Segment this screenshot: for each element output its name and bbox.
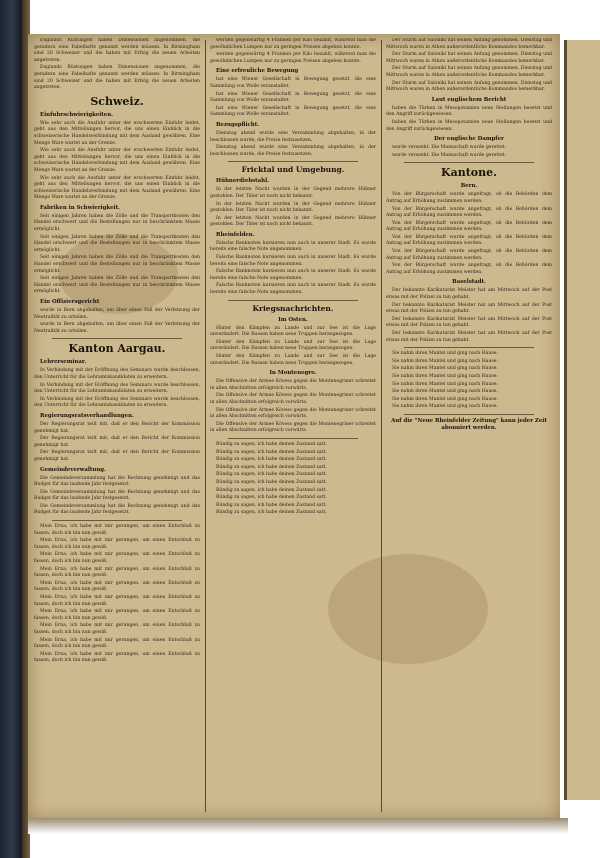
divider <box>404 162 534 163</box>
paragraph: werden gegenwärtig 4 Franken per Kilo bezahlt, während man die gewöhnlichen Lumpen nur zu geringen Preisen abgeben konnte. <box>210 38 376 50</box>
newspaper-page <box>28 34 560 820</box>
paragraph: Von der Bürgerschaft wurde angefragt, ob die Behörden dem Antrag auf Erhöhung zustimmen werden. <box>386 263 552 275</box>
divider <box>52 338 182 339</box>
paragraph: Hinter den Kämpfen zu Lande und zur See ist die Lage unverändert. Die Russen haben neue Truppen herangezogen. <box>210 325 376 338</box>
paragraph: Die Offensive der Armee Kövess gegen die Montenegriner schreitet in allen Abschnitten erfolgreich vorwärts. <box>210 421 376 434</box>
paragraph: wurde versenkt. Die Mannschaft wurde gerettet. <box>392 145 507 151</box>
paragraph: haben die Türken in Mesopotamien neue Stellungen besetzt und den Angriff zurückgewiesen. <box>386 119 552 132</box>
divider <box>228 438 358 439</box>
paragraph: Die Gemeindeversammlung hat die Rechnung genehmigt und das Budget für das laufende Jahr festgesetzt. <box>34 489 200 502</box>
paragraph: Seit einigen Jahren haben die Zölle und die Transportkosten den Handel erschwert und die Bestellungen nur in beschränktem Masse ermöglicht. <box>34 276 200 295</box>
paragraph: Sie nahm ihren Mantel und ging nach Hause. <box>392 396 498 402</box>
subheading: Fabriken in Schwierigkeit. <box>40 204 120 211</box>
paragraph: Wie sehr auch die Ausfuhr unter der erschwerten Einfuhr leidet, geht aus den Mitteilungen hervor, die uns einen Einblick in die schweizerische Handelsverbindung mit dem Ausland gewähren. Eine Menge Ware wartet an der Grenze. <box>34 120 200 146</box>
paragraph: In Verbindung mit der Eröffnung des Seminars wurde beschlossen, den Unterricht für die Lehramtskandidaten zu erweitern. <box>34 368 200 380</box>
paragraph: Englands Rüstungen haben Dimensionen angenommen, die geradezu eine Fabelhafte genannt werden müssen. In Birmingham sind 20 Schweizer und die haben mit Erfolg die neuen Arbeiten angetreten. <box>34 38 200 63</box>
divider <box>228 161 358 162</box>
next-page-text <box>567 40 600 52</box>
subheading: Lehrerseminar. <box>40 359 87 366</box>
paragraph: In der letzten Nacht wurden in der Gegend mehrere Hühner gestohlen. Der Täter ist noch nicht bekannt. <box>210 187 376 199</box>
paragraph: Bündig zu sagen, ich habe deinen Zustand satt. <box>216 449 327 455</box>
paragraph: Falsche Banknoten kursieren nun auch in unserer Stadt. Es wurde bereits eine falsche Note angenommen. <box>210 255 376 267</box>
paragraph: Die Gemeindeversammlung hat die Rechnung genehmigt und das Budget für das laufende Jahr festgesetzt. <box>34 503 200 516</box>
paragraph: Mein Erna, ich habe mit mir gerungen, um einen Entschluß zu fassen, doch ich bin nun gewiß. <box>34 651 200 664</box>
subheading: Der englische Dampfer <box>434 136 504 143</box>
paragraph: Mein Erna, ich habe mit mir gerungen, um einen Entschluß zu fassen, doch ich bin nun gewiß. <box>34 552 200 565</box>
paragraph: Bündig zu sagen, ich habe deinen Zustand satt. <box>216 510 327 516</box>
subheading: Eine erfreuliche Bewegung <box>216 68 299 75</box>
paragraph: In Verbindung mit der Eröffnung des Seminars wurde beschlossen, den Unterricht für die Lehramtskandidaten zu erweitern. <box>34 396 200 409</box>
subheading: Regierungsratsverhandlungen. <box>40 412 134 419</box>
paragraph: Der Regierungsrat teilt mit, daß er den Bericht der Kommission genehmigt hat. <box>34 436 200 448</box>
paragraph: Mein Erna, ich habe mit mir gerungen, um einen Entschluß zu fassen, doch ich bin nun gewiß. <box>34 623 200 635</box>
paragraph: Von der Bürgerschaft wurde angefragt, ob die Behörden dem Antrag auf Erhöhung zustimmen werden. <box>386 192 552 204</box>
paragraph: Seit einigen Jahren haben die Zölle und die Transportkosten den Handel erschwert und die Bestellungen nur in beschränktem Masse ermöglicht. <box>34 213 200 233</box>
paragraph: hat eine Wiener Gesellschaft in Bewegung gesetzt, die eine Sammlung von Wolle veranstaltet. <box>210 77 376 89</box>
paragraph: Mein Erna, ich habe mit mir gerungen, um einen Entschluß zu fassen, doch ich bin nun gewiß. <box>34 538 200 550</box>
paragraph: Falsche Banknoten kursieren nun auch in unserer Stadt. Es wurde bereits eine falsche Note angenommen. <box>210 240 376 253</box>
divider <box>228 300 358 301</box>
column-2 <box>210 38 376 814</box>
paragraph: haben die Türken in Mesopotamien neue Stellungen besetzt und den Angriff zurückgewiesen. <box>386 105 552 118</box>
paragraph: Die Offensive der Armee Kövess gegen die Montenegriner schreitet in allen Abschnitten erfolgreich vorwärts. <box>210 393 376 405</box>
paragraph: Falsche Banknoten kursieren nun auch in unserer Stadt. Es wurde bereits eine falsche Note angenommen. <box>210 283 376 296</box>
subheading: Einfuhrschwierigkeiten. <box>40 111 114 118</box>
paragraph: Bündig zu sagen, ich habe deinen Zustand satt. <box>216 495 327 501</box>
paragraph: Von der Bürgerschaft wurde angefragt, ob die Behörden dem Antrag auf Erhöhung zustimmen werden. <box>386 234 552 247</box>
section-heading-krieg: Kriegsnachrichten. <box>252 303 334 313</box>
paragraph: Sie nahm ihren Mantel und ging nach Hause. <box>392 373 498 379</box>
divider <box>52 520 182 521</box>
paragraph: Mein Erna, ich habe mit mir gerungen, um einen Entschluß zu fassen, doch ich bin nun gewiß. <box>34 580 200 593</box>
paragraph: Sie nahm ihren Mantel und ging nach Hause. <box>392 389 498 395</box>
divider <box>404 347 534 348</box>
paragraph: Die Gemeindeversammlung hat die Rechnung genehmigt und das Budget für das laufende Jahr festgesetzt. <box>34 475 200 488</box>
next-page-edge <box>564 40 600 800</box>
column-3 <box>386 38 552 814</box>
paragraph: Seit einigen Jahren haben die Zölle und die Transportkosten den Handel erschwert und die Bestellungen nur in beschränktem Masse ermöglicht. <box>34 255 200 274</box>
paragraph: Falsche Banknoten kursieren nun auch in unserer Stadt. Es wurde bereits eine falsche Note angenommen. <box>210 269 376 281</box>
section-heading-fricktal: Fricktal und Umgebung. <box>241 165 345 175</box>
paragraph: Bündig zu sagen, ich habe deinen Zustand satt. <box>216 457 327 463</box>
paragraph: Bündig zu sagen, ich habe deinen Zustand satt. <box>216 472 327 478</box>
paragraph: Sie nahm ihren Mantel und ging nach Hause. <box>392 366 498 372</box>
paragraph: Englands Rüstungen haben Dimensionen angenommen, die geradezu eine Fabelhafte genannt werden müssen. In Birmingham sind 20 Schweizer und die haben mit Erfolg die neuen Arbeiten angetreten. <box>34 65 200 91</box>
section-heading-kantone: Kantone. <box>441 166 497 180</box>
paragraph: Sie nahm ihren Mantel und ging nach Hause. <box>392 404 498 410</box>
paragraph: Der bekannte Karikaturist Meister hat am Mittwoch auf der Post etwas mit der Polizei zu tun gehabt. <box>386 302 552 315</box>
section-heading-aargau: Kanton Aargau. <box>68 342 166 356</box>
paragraph: Der Regierungsrat teilt mit, daß er den Bericht der Kommission genehmigt hat. <box>34 450 200 462</box>
paragraph: Sie nahm ihren Mantel und ging nach Hause. <box>392 381 498 387</box>
paragraph: Sie nahm ihren Mantel und ging nach Hause. <box>392 358 498 364</box>
paragraph: wurde in Bern abgehalten, um über einen Fall der Verletzung der Neutralität zu urteilen. <box>34 322 200 334</box>
paragraph: Sie nahm ihren Mantel und ging nach Hause. <box>392 351 498 357</box>
paragraph: Der Regierungsrat teilt mit, daß er den Bericht der Kommission genehmigt hat. <box>34 421 200 434</box>
column-rule <box>381 40 382 812</box>
columns <box>34 38 554 814</box>
paragraph: wurde versenkt. Die Mannschaft wurde gerettet. <box>392 152 507 158</box>
paragraph: Der Sturm auf Saloniki hat seinen Anfang genommen. Dienstag und Mittwoch waren in Athen außerordentliche Kommandos bemerkbar. <box>386 52 552 64</box>
subheading: Hühnerdiebstahl. <box>216 178 269 185</box>
book-binding <box>0 0 22 858</box>
subheading: Im Osten. <box>278 316 308 323</box>
paragraph: Der Sturm auf Saloniki hat seinen Anfang genommen. Dienstag und Mittwoch waren in Athen außerordentliche Kommandos bemerkbar. <box>386 38 552 50</box>
paragraph: Dienstag abend wurde eine Versammlung abgehalten, in der beschlossen wurde, die Preise festzusetzen. <box>210 130 376 143</box>
page-shadow <box>28 818 568 834</box>
subheading: Bern. <box>460 183 478 190</box>
paragraph: Bündig zu sagen, ich habe deinen Zustand satt. <box>216 441 327 447</box>
paragraph: Wie sehr auch die Ausfuhr unter der erschwerten Einfuhr leidet, geht aus den Mitteilungen hervor, die uns einen Einblick in die schweizerische Handelsverbindung mit dem Ausland gewähren. Eine Menge Ware wartet an der Grenze. <box>34 148 200 173</box>
paragraph: Bündig zu sagen, ich habe deinen Zustand satt. <box>216 464 327 470</box>
paragraph: Mein Erna, ich habe mit mir gerungen, um einen Entschluß zu fassen, doch ich bin nun gewiß. <box>34 524 200 536</box>
paragraph: Von der Bürgerschaft wurde angefragt, ob die Behörden dem Antrag auf Erhöhung zustimmen werden. <box>386 249 552 261</box>
paragraph: Der Sturm auf Saloniki hat seinen Anfang genommen. Dienstag und Mittwoch waren in Athen außerordentliche Kommandos bemerkbar. <box>386 66 552 78</box>
paragraph: Hinter den Kämpfen zu Lande und zur See ist die Lage unverändert. Die Russen haben neue Truppen herangezogen. <box>210 339 376 352</box>
subheading: Rheinfelden. <box>216 231 255 238</box>
subheading: Laut englischem Bericht <box>431 96 507 103</box>
paragraph: Der bekannte Karikaturist Meister hat am Mittwoch auf der Post etwas mit der Polizei zu tun gehabt. <box>386 331 552 343</box>
paragraph: werden gegenwärtig 4 Franken per Kilo bezahlt, während man die gewöhnlichen Lumpen nur zu geringen Preisen abgeben konnte. <box>210 52 376 64</box>
paragraph: Mein Erna, ich habe mit mir gerungen, um einen Entschluß zu fassen, doch ich bin nun gewiß. <box>34 609 200 621</box>
column-1 <box>34 38 200 814</box>
paragraph: wurde in Bern abgehalten, um über einen Fall der Verletzung der Neutralität zu urteilen. <box>34 308 200 320</box>
paragraph: Bündig zu sagen, ich habe deinen Zustand satt. <box>216 479 327 485</box>
paragraph: Die Offensive der Armee Kövess gegen die Montenegriner schreitet in allen Abschnitten erfolgreich vorwärts. <box>210 407 376 420</box>
subheading: In Montenegro. <box>269 370 317 377</box>
subscription-notice: Auf die "Neue Rheinfelder Zeitung" kann jeder Zeit abonniert werden. <box>391 417 547 431</box>
paragraph: hat eine Wiener Gesellschaft in Bewegung gesetzt, die eine Sammlung von Wolle veranstaltet. <box>210 91 376 104</box>
paragraph: Seit einigen Jahren haben die Zölle und die Transportkosten den Handel erschwert und die Bestellungen nur in beschränktem Masse ermöglicht. <box>34 234 200 253</box>
paragraph: Bündig zu sagen, ich habe deinen Zustand satt. <box>216 502 327 508</box>
paragraph: Bündig zu sagen, ich habe deinen Zustand satt. <box>216 487 327 493</box>
paragraph: Der Sturm auf Saloniki hat seinen Anfang genommen. Dienstag und Mittwoch waren in Athen außerordentliche Kommandos bemerkbar. <box>386 80 552 93</box>
column-rule <box>205 40 206 812</box>
paragraph: Dienstag abend wurde eine Versammlung abgehalten, in der beschlossen wurde, die Preise festzusetzen. <box>210 145 376 157</box>
paragraph: Mein Erna, ich habe mit mir gerungen, um einen Entschluß zu fassen, doch ich bin nun gewiß. <box>34 637 200 650</box>
subheading: Bezugspflicht. <box>216 121 260 128</box>
paragraph: Der bekannte Karikaturist Meister hat am Mittwoch auf der Post etwas mit der Polizei zu tun gehabt. <box>386 316 552 329</box>
paragraph: Die Offensive der Armee Kövess gegen die Montenegriner schreitet in allen Abschnitten erfolgreich vorwärts. <box>210 379 376 391</box>
paragraph: Mein Erna, ich habe mit mir gerungen, um einen Entschluß zu fassen, doch ich bin nun gewiß. <box>34 566 200 579</box>
subheading: Ein Offiziersgericht <box>40 299 100 305</box>
subheading: Gemeindeverwaltung. <box>40 466 106 473</box>
section-heading-schweiz: Schweiz. <box>90 94 144 108</box>
paragraph: Mein Erna, ich habe mit mir gerungen, um einen Entschluß zu fassen, doch ich bin nun gewiß. <box>34 595 200 607</box>
paragraph: Der bekannte Karikaturist Meister hat am Mittwoch auf der Post etwas mit der Polizei zu tun gehabt. <box>386 288 552 301</box>
paragraph: In der letzten Nacht wurden in der Gegend mehrere Hühner gestohlen. Der Täter ist noch nicht bekannt. <box>210 201 376 214</box>
paragraph: Von der Bürgerschaft wurde angefragt, ob die Behörden dem Antrag auf Erhöhung zustimmen werden. <box>386 220 552 233</box>
paragraph: In Verbindung mit der Eröffnung des Seminars wurde beschlossen, den Unterricht für die Lehramtskandidaten zu erweitern. <box>34 382 200 395</box>
subheading: Baselstadt. <box>452 279 486 286</box>
paragraph: Wie sehr auch die Ausfuhr unter der erschwerten Einfuhr leidet, geht aus den Mitteilungen hervor, die uns einen Einblick in die schweizerische Handelsverbindung mit dem Ausland gewähren. Eine Menge Ware wartet an der Grenze. <box>34 175 200 201</box>
paragraph: hat eine Wiener Gesellschaft in Bewegung gesetzt, die eine Sammlung von Wolle veranstaltet. <box>210 105 376 118</box>
paragraph: In der letzten Nacht wurden in der Gegend mehrere Hühner gestohlen. Der Täter ist noch nicht bekannt. <box>210 215 376 228</box>
paragraph: Von der Bürgerschaft wurde angefragt, ob die Behörden dem Antrag auf Erhöhung zustimmen werden. <box>386 206 552 219</box>
paragraph: Hinter den Kämpfen zu Lande und zur See ist die Lage unverändert. Die Russen haben neue Truppen herangezogen. <box>210 354 376 366</box>
divider <box>404 414 534 415</box>
